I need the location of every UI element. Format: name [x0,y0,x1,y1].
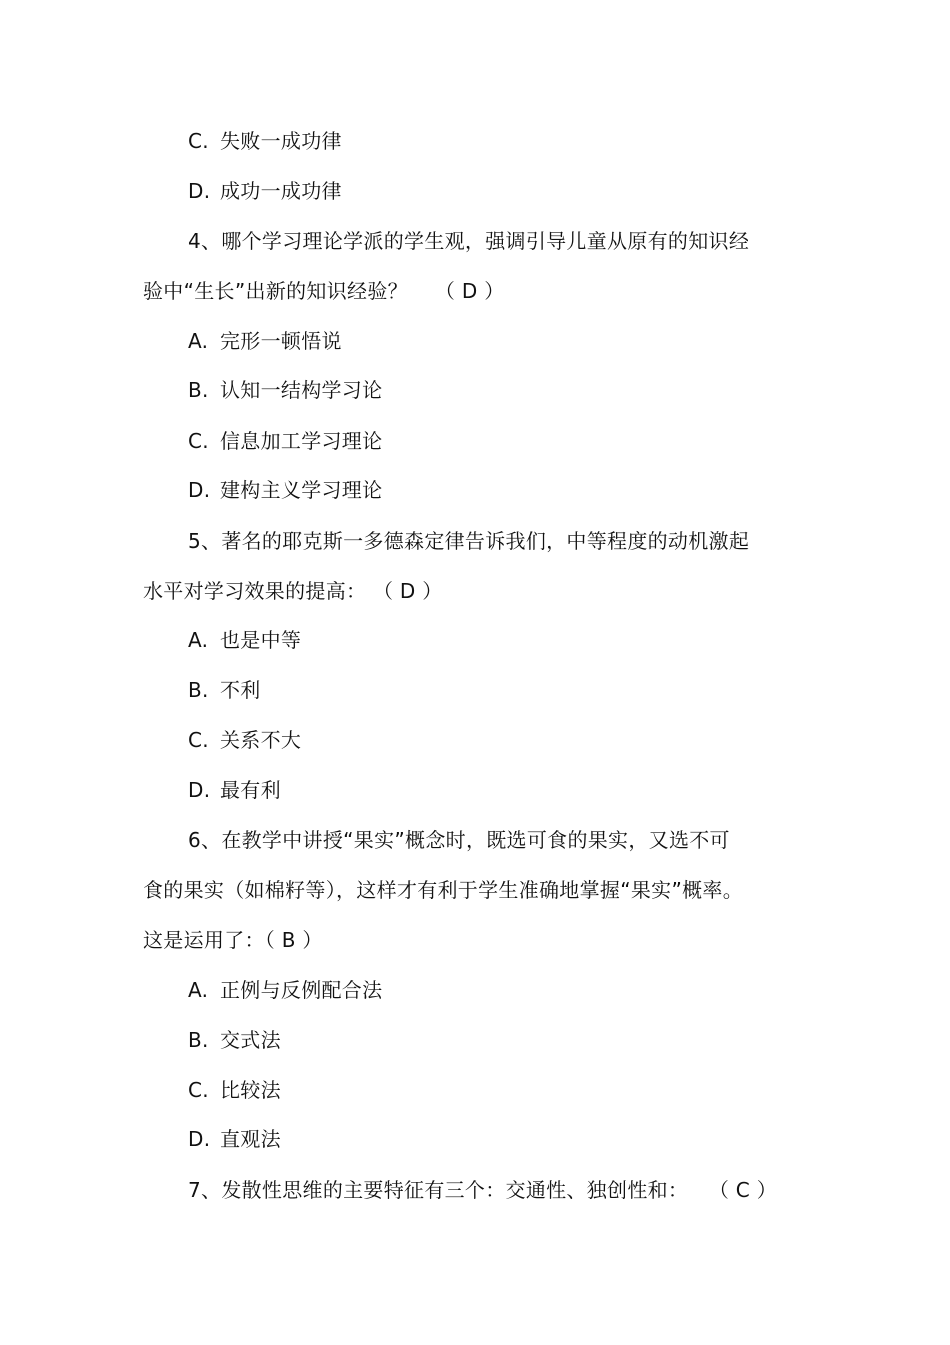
option-b-q4 [188,377,382,403]
question-6-stem-continued-2: 这是运用了：（ B ） [143,928,323,952]
option-text: 认知一结构学习论 [220,378,383,402]
option-letter: C. [188,728,209,752]
question-5-stem: 5、著名的耶克斯一多德森定律告诉我们，中等程度的动机激起 [188,529,750,553]
option-text: 完形一顿悟说 [220,329,342,353]
option-letter: C. [188,1078,209,1102]
option-text: 正例与反例配合法 [220,978,383,1002]
option-c-q4 [188,428,382,454]
option-letter: A. [188,329,209,353]
option-letter: B. [188,378,209,402]
option-d-q5 [188,777,281,803]
option-text: 直观法 [220,1127,281,1151]
option-text: 不利 [220,678,261,702]
option-c-q3 [188,128,342,154]
question-4-stem-continued: 验中“生长”出新的知识经验？ （ D ） [143,279,505,303]
option-letter: D. [188,179,211,203]
option-letter: C. [188,129,209,153]
question-6-stem-continued: 食的果实（如棉籽等），这样才有利于学生准确地掌握“果实”概率。 [143,878,744,902]
option-text: 交式法 [220,1028,281,1052]
option-text: 失败一成功律 [220,129,342,153]
option-c-q6 [188,1077,281,1103]
option-letter: A. [188,628,209,652]
option-c-q5 [188,727,301,753]
option-letter: D. [188,1127,211,1151]
option-text: 建构主义学习理论 [220,478,383,502]
option-letter: B. [188,1028,209,1052]
option-b-q5 [188,677,261,703]
option-d-q3 [188,178,342,204]
question-7-stem: 7、发散性思维的主要特征有三个：交通性、独创性和： （ C ） [188,1178,778,1202]
option-text: 最有利 [220,778,281,802]
option-letter: A. [188,978,209,1002]
option-letter: C. [188,429,209,453]
question-5-stem-continued: 水平对学习效果的提高： （ D ） [143,579,443,603]
option-a-q6 [188,977,382,1003]
question-6-stem: 6、在教学中讲授“果实”概念时，既选可食的果实，又选不可 [188,828,730,852]
option-b-q6 [188,1027,281,1053]
option-text: 信息加工学习理论 [220,429,383,453]
option-d-q6 [188,1126,281,1152]
option-text: 比较法 [220,1078,281,1102]
option-letter: B. [188,678,209,702]
option-letter: D. [188,778,211,802]
option-text: 关系不大 [220,728,302,752]
option-a-q4 [188,328,342,354]
option-d-q4 [188,477,382,503]
option-a-q5 [188,627,301,653]
option-letter: D. [188,478,211,502]
option-text: 成功一成功律 [220,179,342,203]
option-text: 也是中等 [220,628,302,652]
question-4-stem: 4、哪个学习理论学派的学生观，强调引导儿童从原有的知识经 [188,229,750,253]
